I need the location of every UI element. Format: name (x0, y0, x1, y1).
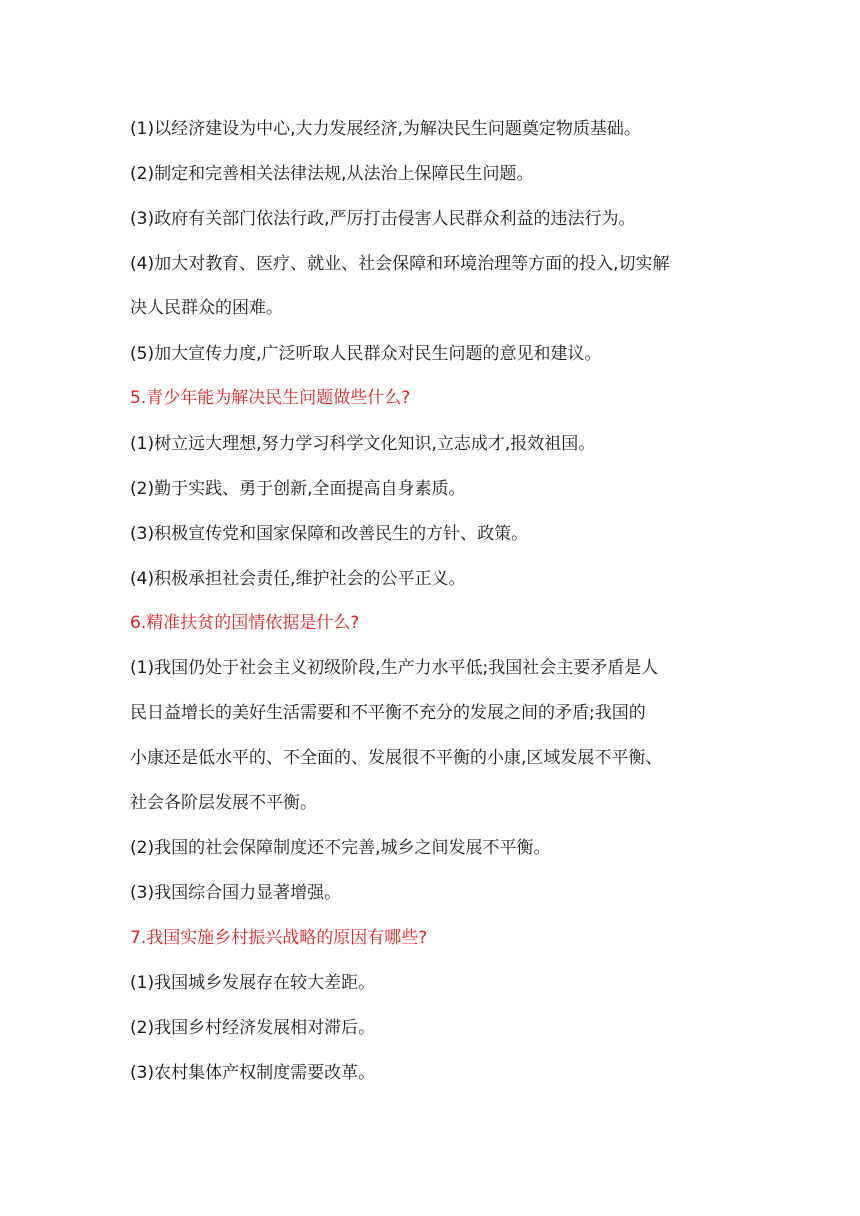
paragraph-line: 民日益增长的美好生活需要和不平衡不充分的发展之间的矛盾;我国的 (130, 703, 646, 723)
paragraph-line: 社会各阶层发展不平衡。 (130, 793, 317, 813)
paragraph-line: (4)加大对教育、医疗、就业、社会保障和环境治理等方面的投入,切实解 (130, 254, 670, 274)
paragraph-line: (2)制定和完善相关法律法规,从法治上保障民生问题。 (130, 164, 534, 184)
paragraph-line: (2)勤于实践、勇于创新,全面提高自身素质。 (130, 479, 466, 499)
paragraph-line: (5)加大宣传力度,广泛听取人民群众对民生问题的意见和建议。 (130, 344, 602, 364)
section-7-heading: 7.我国实施乡村振兴战略的原因有哪些? (130, 928, 428, 948)
section-5-heading: 5.青少年能为解决民生问题做些什么? (130, 388, 411, 408)
paragraph-line: (3)积极宣传党和国家保障和改善民生的方针、政策。 (130, 524, 529, 544)
paragraph-line: (1)我国仍处于社会主义初级阶段,生产力水平低;我国社会主要矛盾是人 (130, 658, 659, 678)
paragraph-line: (3)我国综合国力显著增强。 (130, 883, 342, 903)
paragraph-line: (2)我国的社会保障制度还不完善,城乡之间发展不平衡。 (130, 838, 551, 858)
paragraph-line: (4)积极承担社会责任,维护社会的公平正义。 (130, 569, 466, 589)
section-6-heading: 6.精准扶贫的国情依据是什么? (130, 613, 360, 633)
paragraph-line: (1)以经济建设为中心,大力发展经济,为解决民生问题奠定物质基础。 (130, 119, 641, 139)
paragraph-line: (3)农村集体产权制度需要改革。 (130, 1063, 376, 1083)
paragraph-line: 小康还是低水平的、不全面的、发展很不平衡的小康,区域发展不平衡、 (130, 748, 663, 768)
paragraph-line: (2)我国乡村经济发展相对滞后。 (130, 1018, 376, 1038)
paragraph-line: (1)我国城乡发展存在较大差距。 (130, 973, 376, 993)
paragraph-line: (3)政府有关部门依法行政,严厉打击侵害人民群众利益的违法行为。 (130, 209, 636, 229)
paragraph-line: 决人民群众的困难。 (130, 298, 283, 318)
paragraph-line: (1)树立远大理想,努力学习科学文化知识,立志成才,报效祖国。 (130, 434, 596, 454)
